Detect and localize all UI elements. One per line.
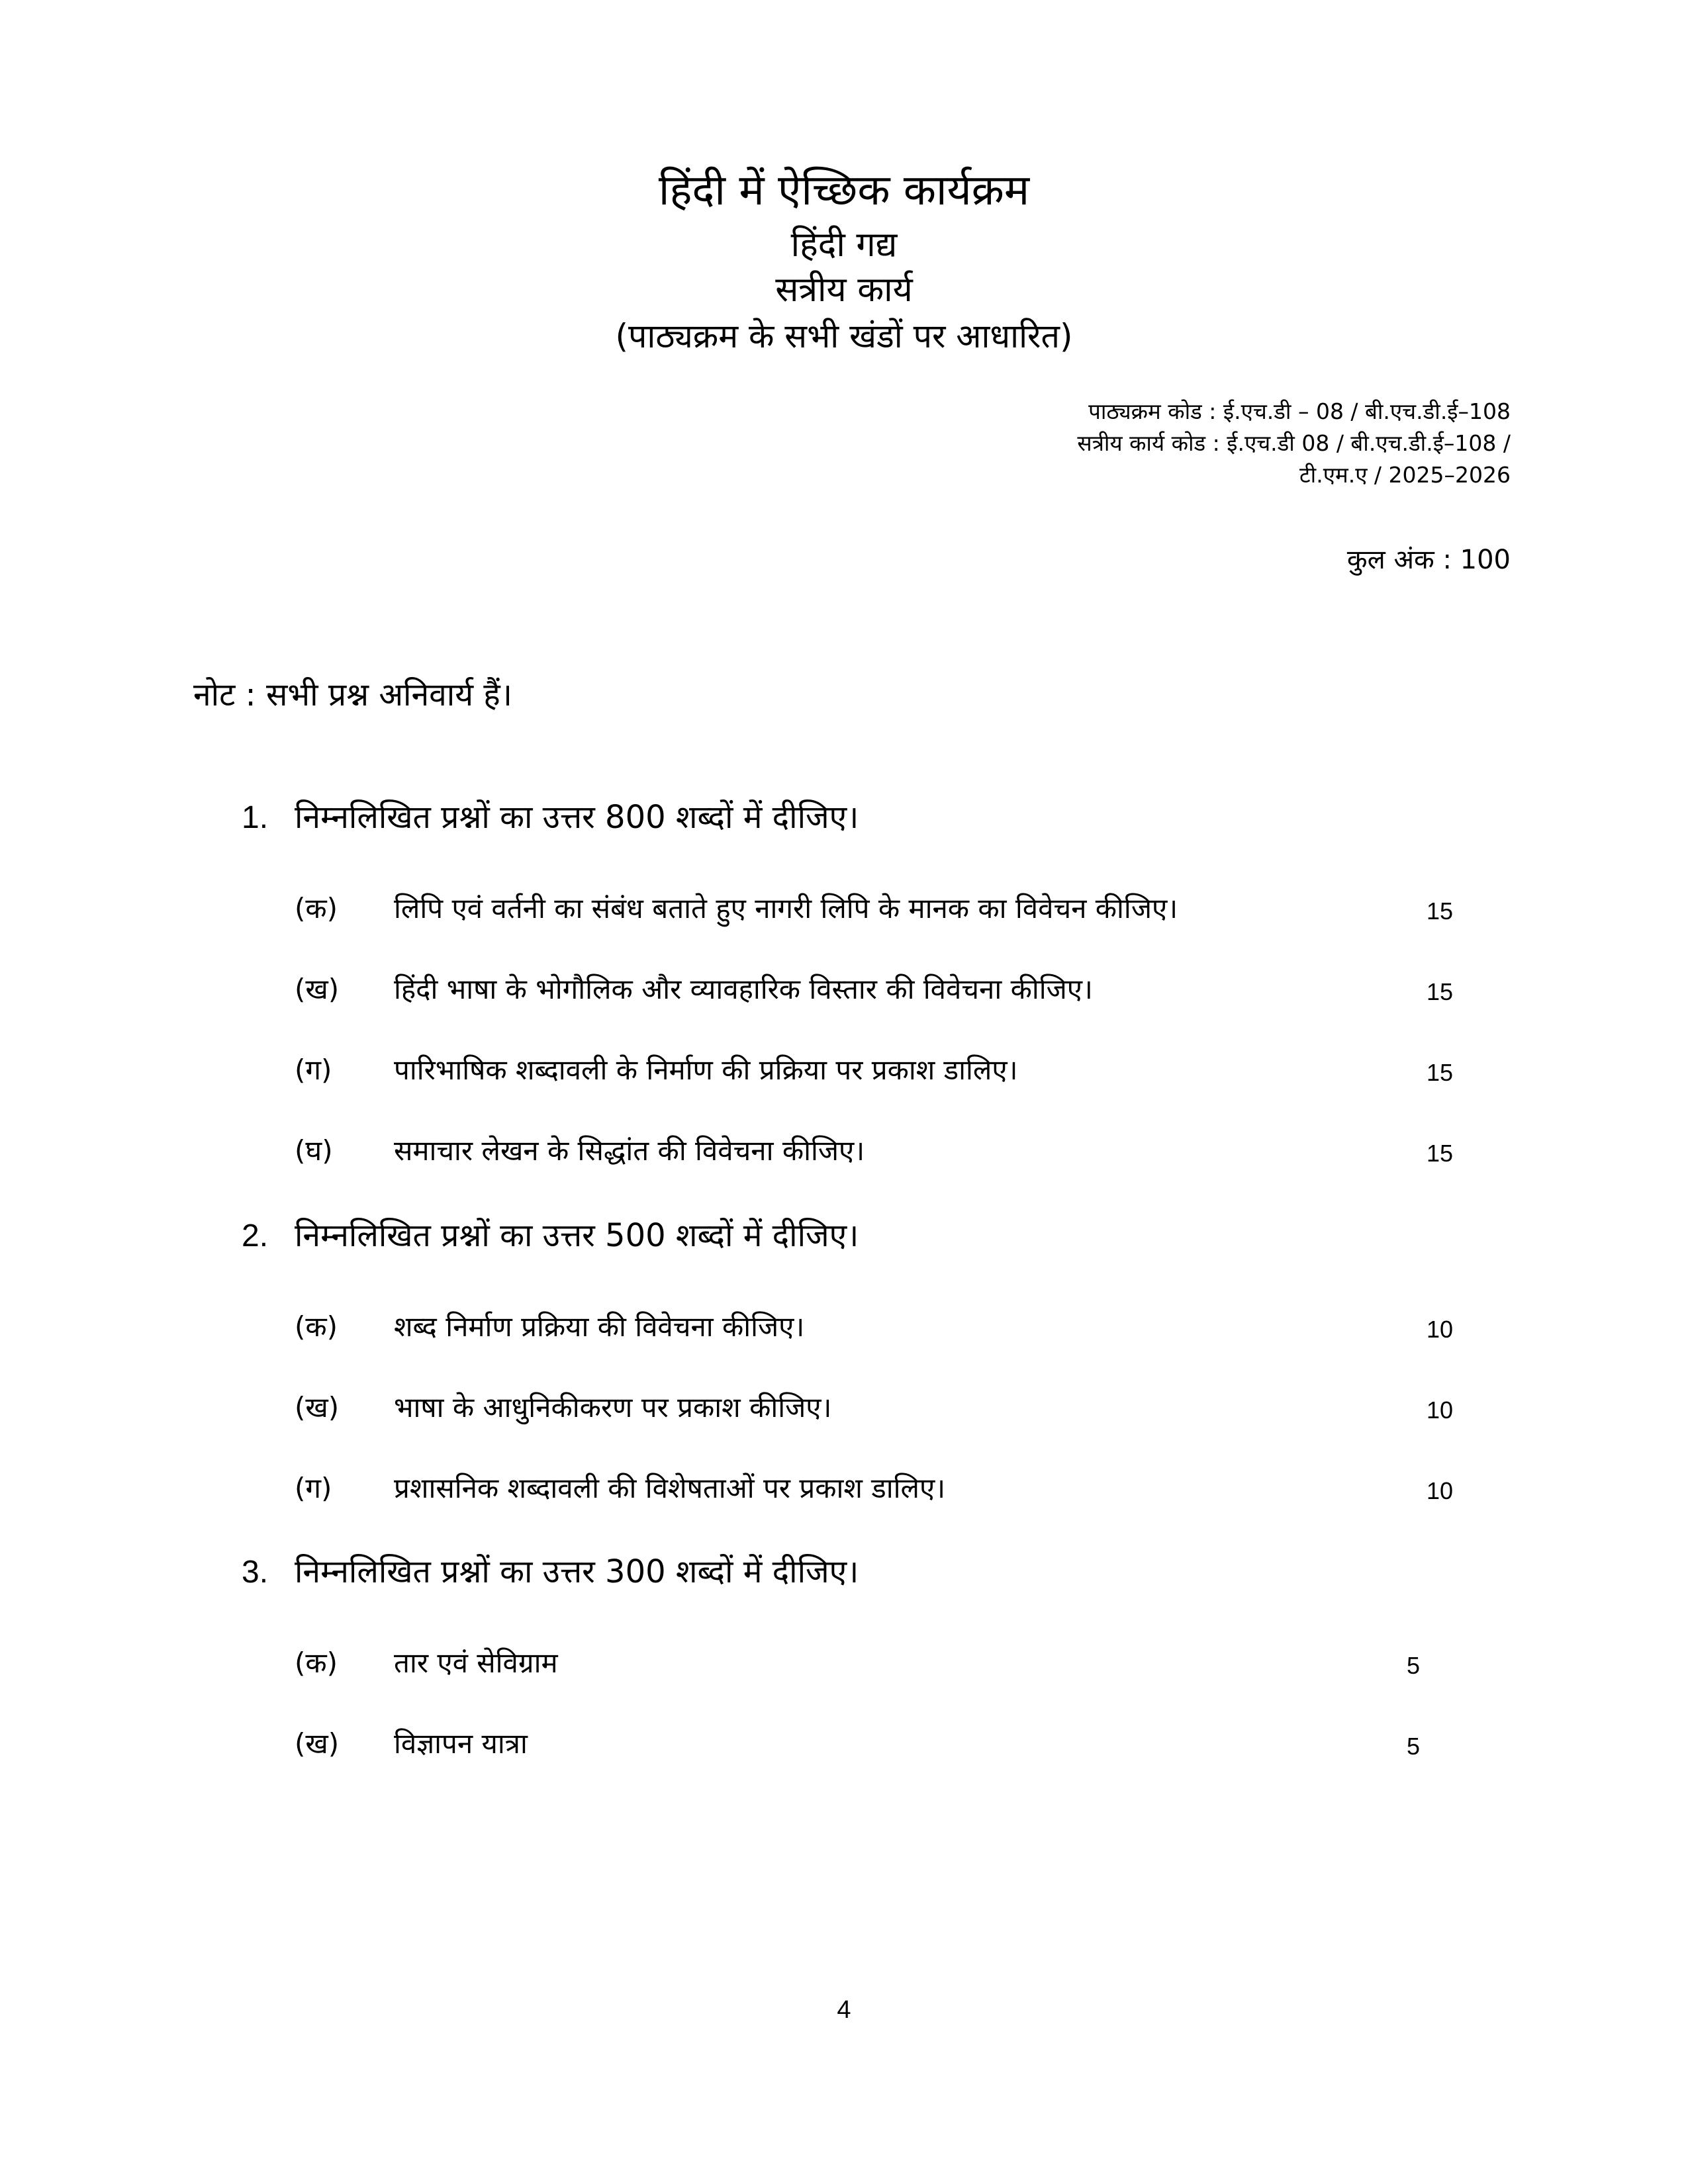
question-text: पारिभाषिक शब्दावली के निर्माण की प्रक्रिया पर प्रकाश डालिए। (394, 1054, 1018, 1086)
programme-title: हिंदी में ऐच्छिक कार्यक्रम (658, 166, 1030, 215)
section-1-heading (242, 794, 859, 841)
question-row (295, 1128, 1506, 1174)
section-number: 2. (242, 1218, 269, 1253)
question-marks: 15 (1427, 1059, 1454, 1086)
question-row (295, 1721, 1506, 1767)
section-heading-text: निम्नलिखित प्रश्नों का उत्तर 300 शब्दों में दीजिए। (295, 1553, 859, 1590)
page-number: 4 (837, 1996, 851, 2024)
question-marks: 15 (1427, 1140, 1454, 1167)
section-heading-text: निम्नलिखित प्रश्नों का उत्तर 800 शब्दों में दीजिए। (295, 799, 859, 836)
section-2-heading (242, 1212, 859, 1259)
question-label: (ग) (295, 1472, 332, 1504)
assignment-code-line2: टी.एम.ए / 2025–2026 (1299, 462, 1511, 488)
question-label: (ख) (295, 1727, 340, 1760)
question-text: तार एवं सेविग्राम (394, 1647, 558, 1679)
question-text: प्रशासनिक शब्दावली की विशेषताओं पर प्रकाश डालिए। (394, 1472, 946, 1504)
document-header (0, 159, 1688, 360)
assignment-title: सत्रीय कार्य (775, 270, 913, 310)
question-label: (घ) (295, 1134, 333, 1167)
question-marks: 10 (1427, 1477, 1454, 1504)
question-label: (ख) (295, 1391, 340, 1424)
question-label: (क) (295, 892, 338, 925)
question-row (295, 1640, 1506, 1686)
question-label: (ग) (295, 1054, 332, 1086)
question-row (295, 1304, 1506, 1350)
section-3-heading (242, 1549, 859, 1596)
question-marks: 10 (1427, 1316, 1454, 1343)
question-text: शब्द निर्माण प्रक्रिया की विवेचना कीजिए। (394, 1310, 805, 1343)
question-row (295, 1385, 1506, 1431)
course-codes (1077, 396, 1511, 491)
instruction-note: नोट : सभी प्रश्न अनिवार्य हैं। (193, 676, 512, 713)
question-marks: 10 (1427, 1396, 1454, 1424)
question-row (295, 1047, 1506, 1093)
question-row (295, 1465, 1506, 1512)
question-row (295, 886, 1506, 932)
assignment-code-line1: सत्रीय कार्य कोड : ई.एच.डी 08 / बी.एच.डी.ई–108 / (1077, 430, 1511, 456)
question-text: विज्ञापन यात्रा (394, 1727, 528, 1760)
question-marks: 5 (1407, 1733, 1421, 1760)
question-label: (क) (295, 1310, 338, 1343)
question-label: (क) (295, 1647, 338, 1679)
question-text: समाचार लेखन के सिद्धांत की विवेचना कीजिए। (394, 1134, 865, 1167)
question-row (295, 966, 1506, 1013)
course-code: पाठ्यक्रम कोड : ई.एच.डी – 08 / बी.एच.डी.ई–108 (1088, 398, 1511, 424)
question-text: लिपि एवं वर्तनी का संबंध बताते हुए नागरी लिपि के मानक का विवेचन कीजिए। (394, 892, 1178, 925)
course-title: हिंदी गद्य (790, 225, 898, 265)
section-number: 3. (242, 1555, 269, 1590)
coverage-note: (पाठ्यक्रम के सभी खंडों पर आधारित) (615, 317, 1073, 355)
question-text: भाषा के आधुनिकीकरण पर प्रकाश कीजिए। (394, 1391, 832, 1424)
question-text: हिंदी भाषा के भोगौलिक और व्यावहारिक विस्तार की विवेचना कीजिए। (394, 973, 1093, 1005)
question-marks: 15 (1427, 897, 1454, 925)
question-marks: 5 (1407, 1652, 1421, 1679)
question-marks: 15 (1427, 978, 1454, 1005)
question-label: (ख) (295, 973, 340, 1005)
section-heading-text: निम्नलिखित प्रश्नों का उत्तर 500 शब्दों में दीजिए। (295, 1217, 859, 1254)
section-number: 1. (242, 800, 269, 835)
total-marks: कुल अंक : 100 (1346, 545, 1511, 575)
